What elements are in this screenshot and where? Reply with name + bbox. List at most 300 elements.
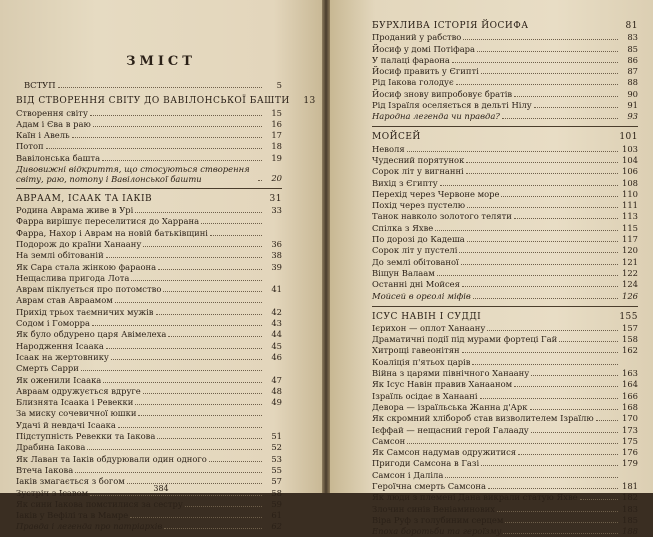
toc-entry-page: 53 bbox=[271, 453, 282, 464]
dot-leader bbox=[81, 370, 262, 371]
dot-leader bbox=[75, 472, 262, 473]
toc-entry bbox=[16, 329, 282, 340]
toc-entry bbox=[16, 352, 282, 363]
toc-entry-title: Родина Аврама живе в Урі bbox=[16, 205, 134, 216]
dot-leader bbox=[158, 269, 262, 270]
toc-entry bbox=[372, 32, 638, 43]
dot-leader bbox=[106, 257, 262, 258]
toc-entry-title: Ієрихон — оплот Ханаану bbox=[372, 322, 486, 333]
toc-entry bbox=[372, 43, 638, 54]
toc-entry-title: Зустріч з Ісавом bbox=[16, 487, 89, 498]
dot-leader bbox=[531, 432, 618, 433]
toc-entry-title: Ізраїль осідає в Ханаані bbox=[372, 390, 478, 401]
toc-entry-page: 36 bbox=[271, 238, 282, 249]
toc-entry bbox=[16, 465, 282, 476]
toc-entry bbox=[372, 447, 638, 458]
toc-entry bbox=[372, 166, 638, 177]
dot-leader bbox=[157, 438, 262, 439]
toc-entry-page: 168 bbox=[622, 401, 638, 412]
toc-entry-page: 58 bbox=[271, 487, 282, 498]
toc-entry bbox=[372, 526, 638, 537]
toc-entry-title: Героїчна смерть Самсона bbox=[372, 480, 486, 491]
toc-entry-title: Содом і Гоморра bbox=[16, 318, 91, 329]
dot-leader bbox=[518, 454, 618, 455]
toc-entry-page: 19 bbox=[271, 152, 282, 163]
toc-entry bbox=[372, 492, 638, 503]
dot-leader bbox=[103, 382, 262, 383]
toc-entry-page: 44 bbox=[271, 329, 282, 340]
toc-entry bbox=[372, 100, 638, 111]
toc-entry bbox=[16, 510, 282, 521]
dot-leader bbox=[201, 223, 262, 224]
toc-entry-title: За миску сочевичної юшки bbox=[16, 408, 137, 419]
toc-entry-title: Близнята Ісаака і Ревекки bbox=[16, 397, 134, 408]
toc-entry-title: До землі обітованої bbox=[372, 256, 459, 267]
toc-entry-title: Дивовижні відкриття, що стосуються створення світу, раю, потопу і Вавілонської башти bbox=[16, 163, 250, 184]
dot-leader bbox=[480, 398, 618, 399]
toc-entry bbox=[16, 205, 282, 216]
toc-entry-title: Адам і Єва в раю bbox=[16, 118, 91, 129]
toc-entry-title: Як Лаван та Іаків обдурювали один одного bbox=[16, 453, 207, 464]
left-page bbox=[0, 0, 322, 532]
dot-leader bbox=[596, 420, 618, 421]
toc-entry bbox=[16, 431, 282, 442]
toc-entry bbox=[372, 424, 638, 435]
dot-leader bbox=[143, 246, 262, 247]
toc-entry-page: 51 bbox=[271, 431, 282, 442]
dot-leader bbox=[501, 196, 618, 197]
toc-entry bbox=[372, 515, 638, 526]
toc-entry-title: Потоп bbox=[16, 141, 44, 152]
toc-entry bbox=[372, 111, 638, 122]
right-page bbox=[330, 0, 653, 537]
toc-entry-page: 15 bbox=[271, 107, 282, 118]
dot-leader bbox=[58, 87, 262, 88]
toc-entry-title: Правда і легенда про патріархів bbox=[16, 521, 163, 532]
toc-entry bbox=[16, 408, 282, 419]
toc-entry-page: 62 bbox=[271, 521, 282, 532]
dot-leader bbox=[156, 314, 263, 315]
toc-entry-title: Створення світу bbox=[16, 107, 88, 118]
toc-section bbox=[16, 94, 316, 107]
dot-leader bbox=[445, 477, 618, 478]
dot-leader bbox=[72, 137, 262, 138]
toc-entry-page: 81 bbox=[625, 21, 638, 31]
dot-leader bbox=[135, 404, 262, 405]
dot-leader bbox=[559, 341, 618, 342]
toc-entry bbox=[372, 436, 638, 447]
toc-entry-title: Фарра, Нахор і Аврам на новій батьківщині bbox=[16, 227, 208, 238]
toc-entry-title: Аврам піклується про потомство bbox=[16, 284, 162, 295]
toc-entry bbox=[16, 306, 282, 317]
toc-entry-page: 90 bbox=[627, 88, 638, 99]
toc-entry-page: 85 bbox=[627, 43, 638, 54]
toc-entry-title: Вихід з Єгипту bbox=[372, 177, 438, 188]
toc-entry-page: 16 bbox=[271, 118, 282, 129]
dot-leader bbox=[472, 364, 618, 365]
dot-leader bbox=[46, 148, 262, 149]
dot-leader bbox=[138, 415, 262, 416]
dot-leader bbox=[118, 427, 262, 428]
toc-entry-title: Як оженили Ісаака bbox=[16, 374, 102, 385]
dot-leader bbox=[503, 533, 618, 534]
toc-entry bbox=[372, 143, 638, 154]
toc-entry-page: 121 bbox=[622, 256, 638, 267]
toc-entry-page: 5 bbox=[276, 80, 282, 91]
toc-entry-page: 122 bbox=[622, 267, 638, 278]
toc-entry bbox=[16, 453, 282, 464]
toc-entry-page: 17 bbox=[271, 130, 282, 141]
toc-entry bbox=[372, 234, 638, 245]
toc-entry-title: Самсон bbox=[372, 435, 406, 446]
toc-entry bbox=[16, 499, 282, 510]
toc-entry bbox=[372, 458, 638, 469]
toc-entry bbox=[372, 323, 638, 334]
toc-entry-title: Йосиф править у Єгипті bbox=[372, 66, 479, 77]
toc-entry-title: Йосиф у домі Потіфара bbox=[372, 43, 476, 54]
toc-entry-title: Похід через пустелю bbox=[372, 200, 466, 211]
toc-entry-title: Підступність Ревекки та Іакова bbox=[16, 431, 156, 442]
toc-entry-title: Пригоди Самсона в Газі bbox=[372, 458, 480, 469]
toc-entry-title: ВІД СТВОРЕННЯ СВІТУ ДО ВАВІЛОНСЬКОЇ БАШТИ bbox=[16, 96, 290, 107]
toc-entry-title: Як Ісус Навін правив Ханааном bbox=[372, 379, 513, 390]
toc-entry bbox=[16, 261, 282, 272]
toc-entry-title: Авраам одружується вдруге bbox=[16, 385, 141, 396]
toc-entry-page: 117 bbox=[622, 234, 638, 245]
dot-leader bbox=[115, 302, 262, 303]
toc-entry bbox=[16, 363, 282, 374]
toc-entry-title: Удачі й невдачі Ісаака bbox=[16, 419, 116, 430]
toc-entry bbox=[372, 469, 638, 480]
toc-entry-title: Іаків змагається з богом bbox=[16, 476, 125, 487]
dot-leader bbox=[487, 330, 618, 331]
toc-title: ЗМІСТ bbox=[126, 54, 196, 69]
toc-entry bbox=[16, 119, 282, 130]
toc-entry-page: 162 bbox=[622, 345, 638, 356]
toc-entry-page: 120 bbox=[622, 245, 638, 256]
toc-entry-title: Як сини Іакова помстилися за сестру bbox=[16, 498, 183, 509]
dot-leader bbox=[580, 499, 618, 500]
dot-leader bbox=[514, 96, 618, 97]
dot-leader bbox=[437, 275, 618, 276]
dot-leader bbox=[514, 218, 618, 219]
toc-entry bbox=[16, 397, 282, 408]
dot-leader bbox=[163, 291, 262, 292]
toc-entry-title: Останні дні Мойсея bbox=[372, 279, 460, 290]
toc-section bbox=[372, 126, 638, 143]
toc-entry bbox=[16, 419, 282, 430]
dot-leader bbox=[467, 207, 618, 208]
toc-entry bbox=[372, 200, 638, 211]
dot-leader bbox=[466, 162, 618, 163]
toc-entry-page: 45 bbox=[271, 340, 282, 351]
toc-entry-title: Йосиф знову випробовує братів bbox=[372, 88, 513, 99]
toc-entry-title: Втеча Іакова bbox=[16, 464, 74, 475]
dot-leader bbox=[106, 348, 262, 349]
toc-entry bbox=[372, 334, 638, 345]
toc-entry-title: Рід Ізраїля оселяється в дельті Нілу bbox=[372, 100, 532, 111]
toc-entry-page: 86 bbox=[627, 54, 638, 65]
toc-entry-title: Фарра вирішує переселитися до Харрана bbox=[16, 216, 200, 227]
dot-leader bbox=[463, 39, 618, 40]
toc-entry bbox=[16, 80, 282, 91]
dot-leader bbox=[462, 352, 618, 353]
dot-leader bbox=[530, 409, 619, 410]
toc-entry-title: У палаці фараона bbox=[372, 54, 450, 65]
toc-entry-page: 163 bbox=[622, 368, 638, 379]
toc-entry bbox=[372, 290, 638, 301]
toc-entry-page: 181 bbox=[622, 480, 638, 491]
dot-leader bbox=[93, 126, 262, 127]
toc-entry-page: 115 bbox=[622, 222, 638, 233]
toc-entry-page: 164 bbox=[622, 379, 638, 390]
toc-list-right bbox=[372, 16, 638, 537]
toc-entry-title: Народження Ісаака bbox=[16, 340, 104, 351]
toc-entry bbox=[372, 177, 638, 188]
toc-entry bbox=[16, 273, 282, 284]
toc-entry bbox=[16, 141, 282, 152]
dot-leader bbox=[481, 73, 618, 74]
toc-entry bbox=[372, 88, 638, 99]
toc-entry-title: Народна легенда чи правда? bbox=[372, 111, 500, 122]
toc-entry-title: Драматичні події під мурами фортеці Гай bbox=[372, 334, 558, 345]
toc-entry bbox=[16, 318, 282, 329]
toc-entry bbox=[372, 211, 638, 222]
dot-leader bbox=[488, 488, 618, 489]
toc-entry-title: Іаків у Вефілі та в Мамре bbox=[16, 510, 129, 521]
toc-entry bbox=[372, 481, 638, 492]
toc-entry-page: 155 bbox=[619, 311, 638, 322]
toc-entry-page: 93 bbox=[627, 111, 638, 122]
toc-entry bbox=[16, 374, 282, 385]
toc-list-left bbox=[16, 80, 316, 532]
toc-entry-page: 179 bbox=[622, 458, 638, 469]
toc-entry bbox=[372, 55, 638, 66]
toc-entry-page: 124 bbox=[622, 279, 638, 290]
dot-leader bbox=[452, 62, 618, 63]
toc-entry-title: Чудесний порятунок bbox=[372, 154, 465, 165]
dot-leader bbox=[92, 325, 262, 326]
toc-entry-title: Сорок літ у пустелі bbox=[372, 245, 458, 256]
toc-entry-page: 39 bbox=[271, 261, 282, 272]
toc-entry-page: 55 bbox=[271, 464, 282, 475]
toc-entry-page: 13 bbox=[303, 96, 316, 107]
toc-entry-page: 104 bbox=[622, 154, 638, 165]
toc-entry bbox=[16, 239, 282, 250]
toc-entry-title: БУРХЛИВА ІСТОРІЯ ЙОСИФА bbox=[372, 21, 529, 31]
dot-leader bbox=[258, 180, 262, 181]
toc-entry bbox=[372, 189, 638, 200]
toc-entry bbox=[16, 284, 282, 295]
toc-entry bbox=[372, 379, 638, 390]
dot-leader bbox=[456, 84, 618, 85]
toc-entry-page: 87 bbox=[627, 66, 638, 77]
dot-leader bbox=[514, 386, 618, 387]
toc-entry-page: 61 bbox=[271, 510, 282, 521]
dot-leader bbox=[407, 151, 618, 152]
dot-leader bbox=[209, 461, 262, 462]
dot-leader bbox=[90, 495, 262, 496]
toc-entry-page: 183 bbox=[622, 503, 638, 514]
toc-entry-title: Ісаак на жертовнику bbox=[16, 351, 109, 362]
dot-leader bbox=[466, 173, 618, 174]
toc-section bbox=[372, 306, 638, 323]
toc-entry-page: 91 bbox=[627, 100, 638, 111]
toc-entry-title: Вавілонська башта bbox=[16, 152, 101, 163]
toc-entry-page: 113 bbox=[622, 211, 638, 222]
toc-entry-page: 103 bbox=[622, 143, 638, 154]
toc-entry-title: Подорож до країни Ханаану bbox=[16, 238, 142, 249]
toc-entry-page: 49 bbox=[271, 397, 282, 408]
dot-leader bbox=[164, 528, 262, 529]
toc-entry-title: МОЙСЕЙ bbox=[372, 132, 421, 143]
toc-entry-title: Каїн і Авель bbox=[16, 130, 70, 141]
toc-entry-page: 83 bbox=[627, 32, 638, 43]
toc-entry bbox=[372, 390, 638, 401]
toc-entry bbox=[372, 356, 638, 367]
toc-entry-title: На землі обітованій bbox=[16, 250, 104, 261]
toc-entry-page: 188 bbox=[622, 526, 638, 537]
toc-entry-page: 106 bbox=[622, 166, 638, 177]
toc-entry-page: 31 bbox=[269, 193, 282, 204]
dot-leader bbox=[111, 359, 262, 360]
dot-leader bbox=[481, 465, 618, 466]
toc-entry-page: 46 bbox=[271, 351, 282, 362]
dot-leader bbox=[185, 506, 262, 507]
toc-entry bbox=[16, 227, 282, 238]
dot-leader bbox=[143, 393, 262, 394]
toc-entry-title: Ієффай — нещасний герой Галааду bbox=[372, 424, 529, 435]
toc-entry-page: 111 bbox=[622, 200, 638, 211]
toc-entry-page: 126 bbox=[622, 290, 638, 301]
toc-entry-title: Війна з царями північного Ханаану bbox=[372, 368, 530, 379]
toc-entry-page: 38 bbox=[271, 250, 282, 261]
toc-entry bbox=[16, 216, 282, 227]
toc-entry-title: Рід Іакова голодує bbox=[372, 77, 454, 88]
dot-leader bbox=[407, 443, 618, 444]
dot-leader bbox=[467, 241, 618, 242]
toc-entry-title: Самсон і Даліла bbox=[372, 469, 444, 480]
toc-entry-page: 170 bbox=[622, 413, 638, 424]
toc-entry-title: Як було обдурено царя Авімелеха bbox=[16, 329, 167, 340]
toc-entry-title: Як Сара стала жінкою фараона bbox=[16, 261, 157, 272]
toc-entry-page: 18 bbox=[271, 141, 282, 152]
dot-leader bbox=[531, 375, 618, 376]
toc-entry bbox=[372, 402, 638, 413]
toc-entry bbox=[16, 295, 282, 306]
dot-leader bbox=[497, 511, 618, 512]
toc-entry-page: 47 bbox=[271, 374, 282, 385]
toc-entry bbox=[372, 503, 638, 514]
toc-entry bbox=[16, 386, 282, 397]
toc-entry-title: Віщун Валаам bbox=[372, 267, 435, 278]
toc-section bbox=[372, 19, 638, 32]
toc-entry-title: Аврам став Авраамом bbox=[16, 295, 113, 306]
toc-entry-page: 20 bbox=[271, 172, 282, 183]
toc-entry bbox=[372, 345, 638, 356]
toc-entry bbox=[16, 130, 282, 141]
dot-leader bbox=[168, 336, 262, 337]
dot-leader bbox=[505, 522, 618, 523]
toc-entry-title: Як скромний хлібороб став визволителем Ізраїлю bbox=[372, 413, 594, 424]
toc-entry-title: Злочин синів Веніаминових bbox=[372, 503, 495, 514]
dot-leader bbox=[440, 185, 618, 186]
toc-section bbox=[16, 188, 282, 205]
toc-entry bbox=[372, 222, 638, 233]
dot-leader bbox=[435, 230, 618, 231]
toc-entry bbox=[16, 107, 282, 118]
toc-entry-page: 176 bbox=[622, 447, 638, 458]
toc-entry bbox=[16, 250, 282, 261]
toc-entry bbox=[16, 340, 282, 351]
dot-leader bbox=[87, 449, 262, 450]
toc-entry-page: 48 bbox=[271, 385, 282, 396]
dot-leader bbox=[502, 118, 618, 119]
dot-leader bbox=[473, 298, 618, 299]
toc-entry-title: АВРААМ, ІСААК ТА ІАКІВ bbox=[16, 193, 153, 204]
toc-entry bbox=[372, 77, 638, 88]
toc-entry bbox=[16, 152, 282, 163]
toc-entry-page: 59 bbox=[271, 498, 282, 509]
toc-entry-page: 185 bbox=[622, 514, 638, 525]
toc-entry-title: Як Самсон надумав одружитися bbox=[372, 447, 517, 458]
dot-leader bbox=[130, 517, 262, 518]
toc-entry-title: ВСТУП bbox=[24, 80, 56, 91]
toc-entry-page: 108 bbox=[622, 177, 638, 188]
toc-entry-page: 88 bbox=[627, 77, 638, 88]
dot-leader bbox=[131, 280, 262, 281]
toc-entry-title: Танок навколо золотого теляти bbox=[372, 211, 512, 222]
toc-entry-title: Драбина Іакова bbox=[16, 442, 86, 453]
toc-entry-title: Як люди з племені Дана викрали статую Яхве bbox=[372, 492, 578, 503]
dot-leader bbox=[90, 115, 262, 116]
toc-entry bbox=[372, 245, 638, 256]
toc-entry bbox=[372, 66, 638, 77]
toc-entry-page: 52 bbox=[271, 442, 282, 453]
toc-entry-title: По дорозі до Кадеша bbox=[372, 234, 465, 245]
toc-entry-title: Перехід через Червоне море bbox=[372, 188, 500, 199]
toc-entry-page: 166 bbox=[622, 390, 638, 401]
book-gutter bbox=[322, 0, 330, 493]
toc-entry-page: 57 bbox=[271, 476, 282, 487]
toc-entry-page: 101 bbox=[619, 132, 638, 143]
toc-entry-title: Спілка з Яхве bbox=[372, 222, 434, 233]
toc-entry-page: 182 bbox=[622, 492, 638, 503]
dot-leader bbox=[459, 252, 618, 253]
dot-leader bbox=[102, 160, 262, 161]
toc-entry bbox=[372, 155, 638, 166]
toc-entry-title: Сорок літ у вигнанні bbox=[372, 166, 464, 177]
toc-entry-title: Коаліція п'ятьох царів bbox=[372, 356, 471, 367]
dot-leader bbox=[210, 235, 262, 236]
toc-entry-page: 158 bbox=[622, 334, 638, 345]
toc-entry-page: 110 bbox=[622, 188, 638, 199]
toc-entry-page: 157 bbox=[622, 322, 638, 333]
toc-entry bbox=[16, 164, 282, 184]
toc-entry-title: Епоха боротьби та героїзму bbox=[372, 526, 502, 537]
toc-entry-page: 41 bbox=[271, 284, 282, 295]
toc-entry-title: Мойсей в орєолі міфів bbox=[372, 290, 471, 301]
toc-entry-title: ІСУС НАВІН І СУДДІ bbox=[372, 311, 482, 322]
toc-entry-page: 33 bbox=[271, 205, 282, 216]
toc-entry bbox=[372, 413, 638, 424]
toc-entry-page: 43 bbox=[271, 318, 282, 329]
toc-entry-title: Девора — ізраїльська Жанна д'Арк bbox=[372, 401, 528, 412]
toc-entry bbox=[372, 256, 638, 267]
toc-entry-title: Проданий у рабство bbox=[372, 32, 462, 43]
toc-entry-page: 175 bbox=[622, 435, 638, 446]
toc-entry-page: 173 bbox=[622, 424, 638, 435]
